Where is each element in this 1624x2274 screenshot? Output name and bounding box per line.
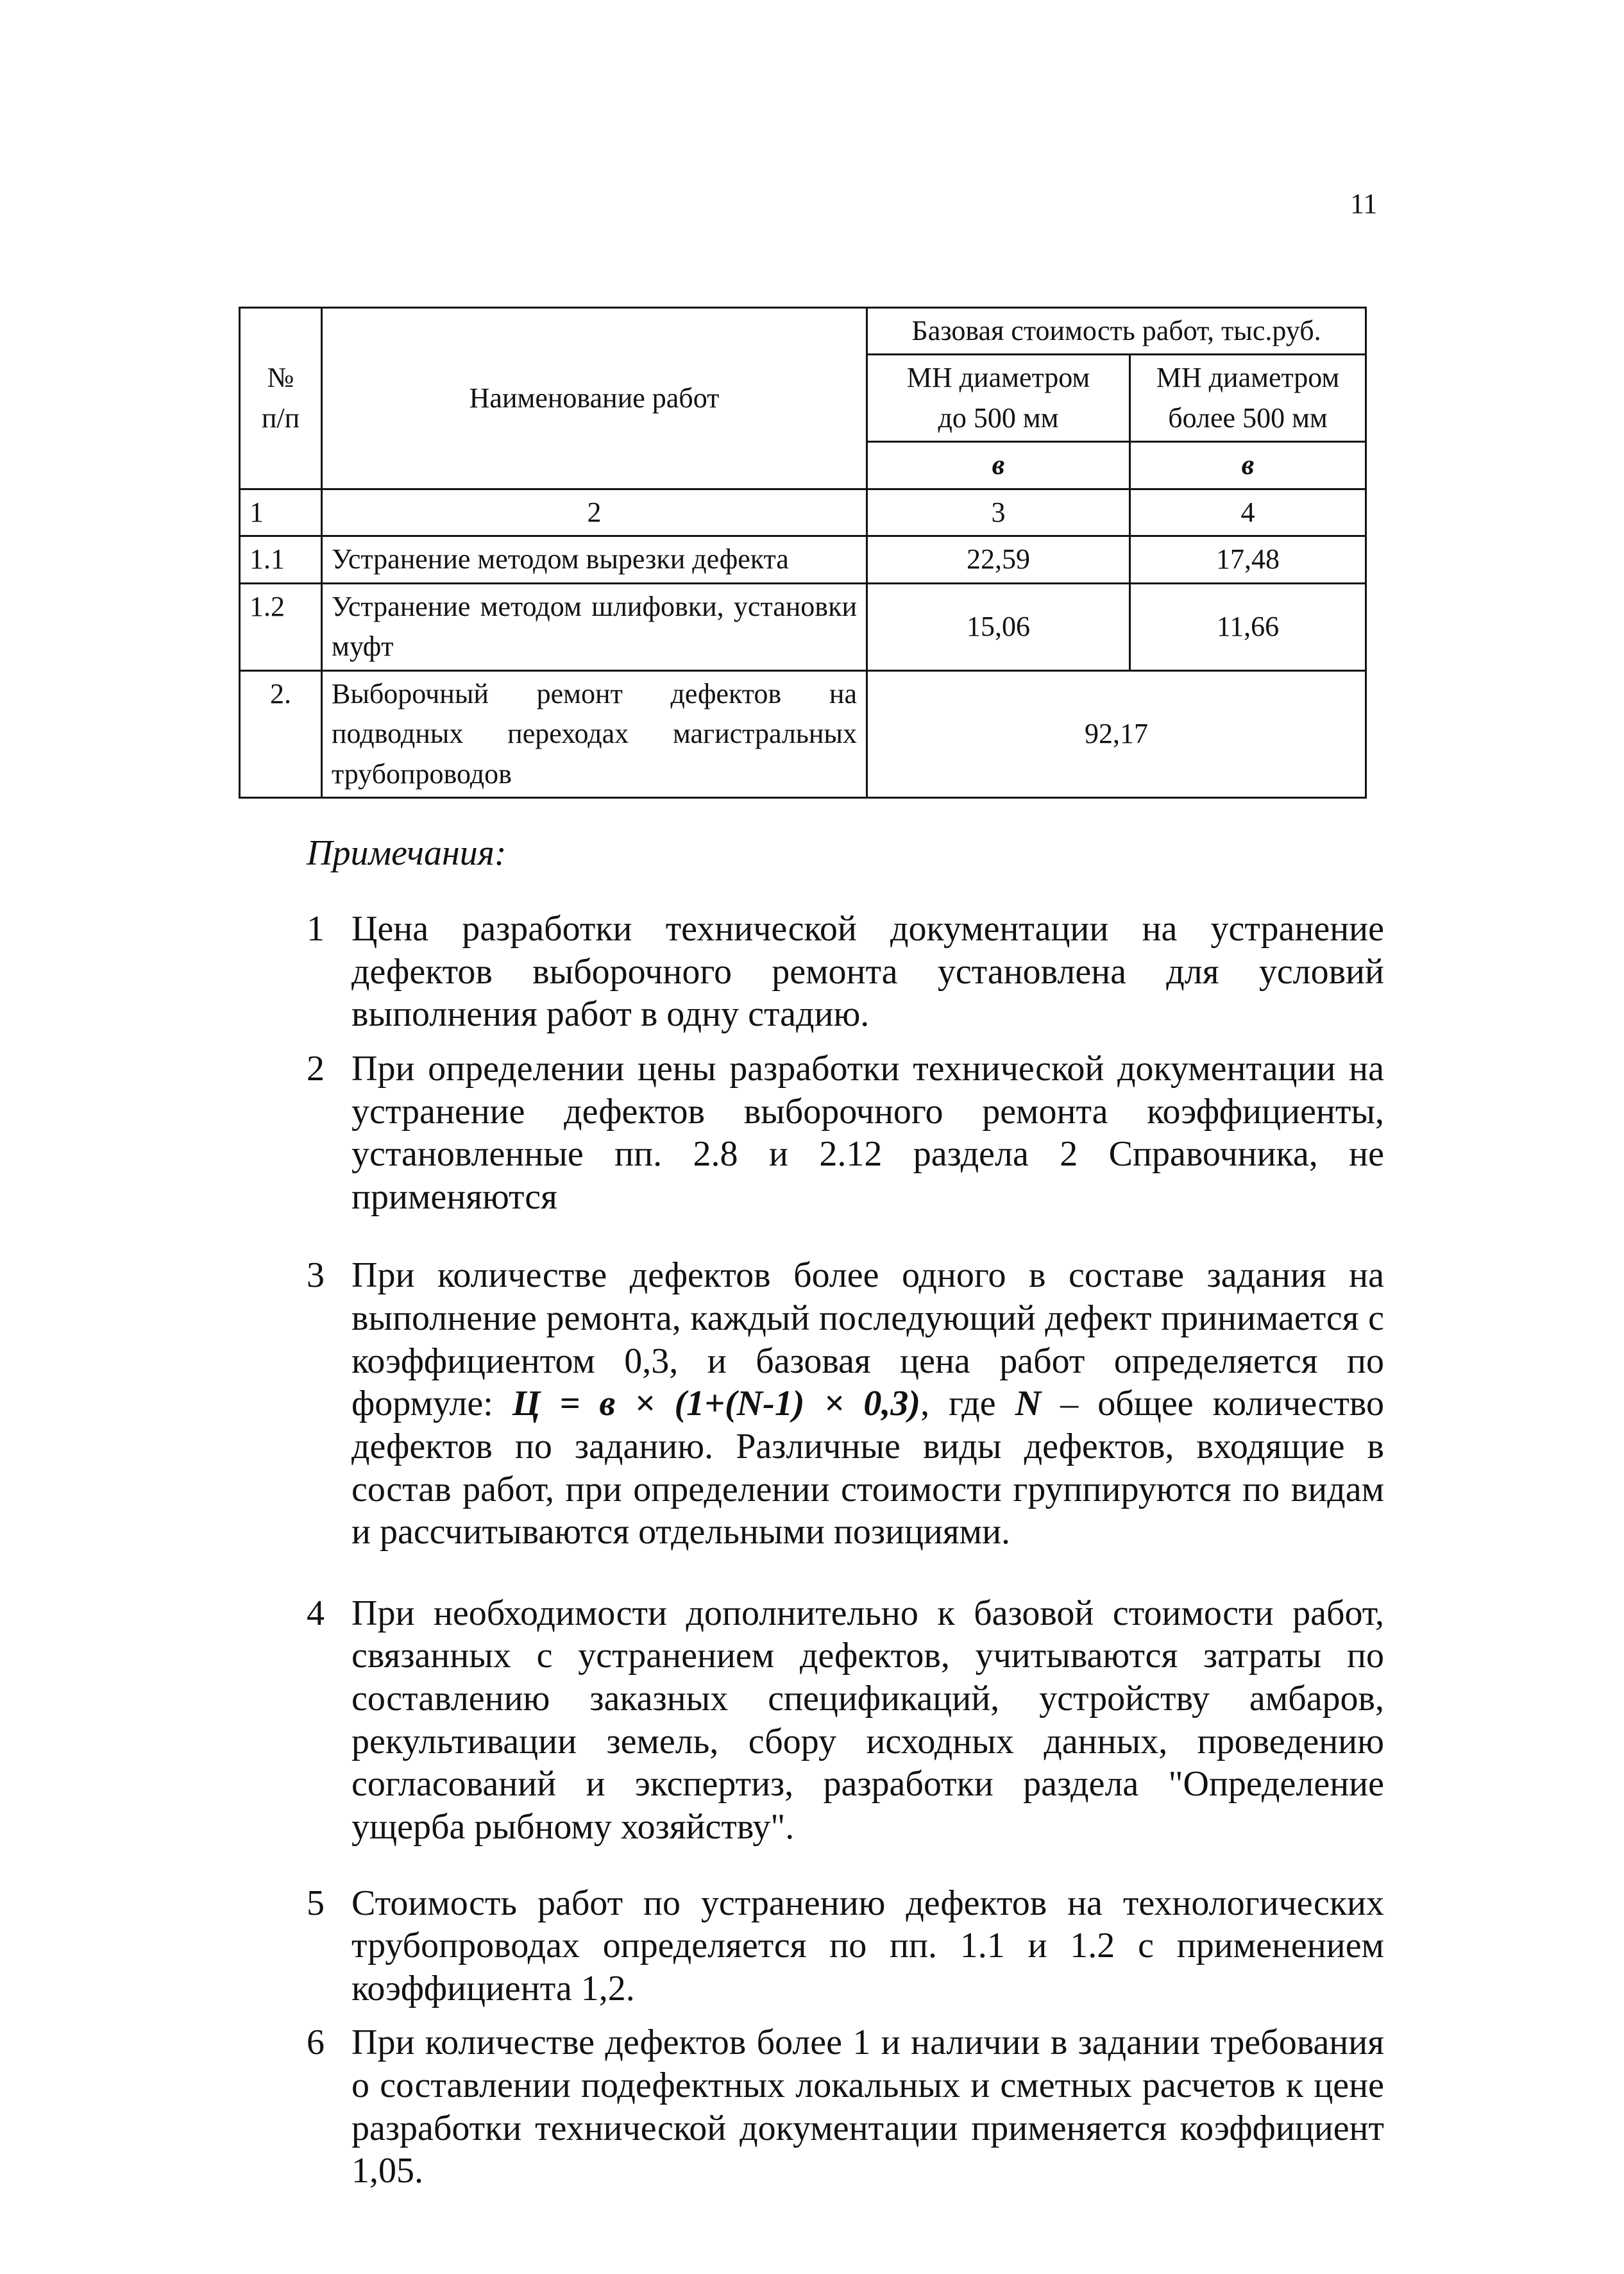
cost-table [239,307,1367,799]
notes-title: Примечания: [307,833,507,873]
note-text-mid: , где [920,1384,1015,1424]
formula: Ц = в × (1+(N-1) × 0,3) [512,1384,921,1424]
note-number: 1 [307,909,325,949]
header-cost-cell: Базовая стоимость работ, тыс.руб. [867,308,1366,355]
notes-list [300,908,1384,2193]
note-text: Стоимость работ по устранению дефектов на технологических трубопроводах определяется по пп. 1.1 и 1.2 с применением коэффициента 1,2. [351,1883,1384,2008]
column-number-3: 3 [867,489,1130,536]
column-number-2: 2 [322,489,867,536]
row-name: Выборочный ремонт дефектов на подводных переходах магистральных трубопроводов [322,670,867,797]
table-row [240,536,1366,583]
column-number-4: 4 [1130,489,1366,536]
page-number: 11 [1350,188,1378,219]
note-number: 6 [307,2023,325,2063]
note-number: 4 [307,1593,325,1633]
column-number-1: 1 [240,489,322,536]
header-num-cell [240,308,322,489]
row-value-a: 22,59 [867,536,1130,583]
column-number-row [240,489,1366,536]
header-col-a-symbol: в [867,442,1130,489]
row-value-b: 11,66 [1130,583,1366,670]
note-item [300,1592,1384,1849]
table-row [240,583,1366,670]
row-num: 1.2 [240,583,322,670]
note-text: При количестве дефектов более 1 и наличии в задании требования о составлении подефектных локальных и сметных расчетов к цене разработки технической документации применяется коэффициент 1,05. [351,2023,1384,2191]
note-number: 3 [307,1255,325,1296]
table-row-merged [240,670,1366,797]
header-col-b-symbol: в [1130,442,1366,489]
row-name: Устранение методом вырезки дефекта [322,536,867,583]
note-text: При необходимости дополнительно к базовой стоимости работ, связанных с устранением дефектов, учитываются затраты по составлению заказных спецификаций, устройству амбаров, рекультивации земель, сбору исходных данных, проведению согласований и экспертиз, разработки раздела "Определение ущерба рыбному хозяйству". [351,1593,1384,1847]
formula-variable: N [1015,1384,1042,1424]
note-text: При определении цены разработки технической документации на устранение дефектов выборочного ремонта коэффициенты, установленные пп. 2.8 и 2.12 раздела 2 Справочника, не применяются [351,1048,1384,1217]
note-number: 5 [307,1883,325,1923]
header-num-line2: п/п [261,402,300,434]
header-col-b [1130,355,1366,442]
header-col-a-line2: до 500 мм [938,402,1059,434]
table-header-row-1 [240,308,1366,355]
note-item [300,908,1384,1036]
note-item [300,1254,1384,1553]
header-col-b-line1: МН диаметром [1156,362,1340,394]
note-item [300,1048,1384,1219]
note-item [300,2021,1384,2193]
row-value-merged: 92,17 [867,670,1366,797]
row-num: 1.1 [240,536,322,583]
header-name-cell: Наименование работ [322,308,867,489]
note-number: 2 [307,1048,325,1089]
header-col-a [867,355,1130,442]
note-item [300,1882,1384,2010]
note-text: При количестве дефектов более одного в составе задания на выполнение ремонта, каждый последующий дефект принимается с коэффициентом 0,3, и базовая цена работ определяется по формуле: [351,1255,1384,1424]
note-text: Цена разработки технической документации на устранение дефектов выборочного ремонта установлена для условий выполнения работ в одну стадию. [351,909,1384,1035]
row-num: 2. [240,670,322,797]
header-col-a-line1: МН диаметром [906,362,1090,394]
note-text-after: – общее количество дефектов по заданию. Различные виды дефектов, входящие в состав работ, при определении стоимости группируются по видам и рассчитываются отдельными позициями. [351,1384,1384,1552]
header-col-b-line2: более 500 мм [1168,402,1328,434]
row-value-a: 15,06 [867,583,1130,670]
row-value-b: 17,48 [1130,536,1366,583]
header-num-line1: № [267,362,294,394]
row-name: Устранение методом шлифовки, установки муфт [322,583,867,670]
